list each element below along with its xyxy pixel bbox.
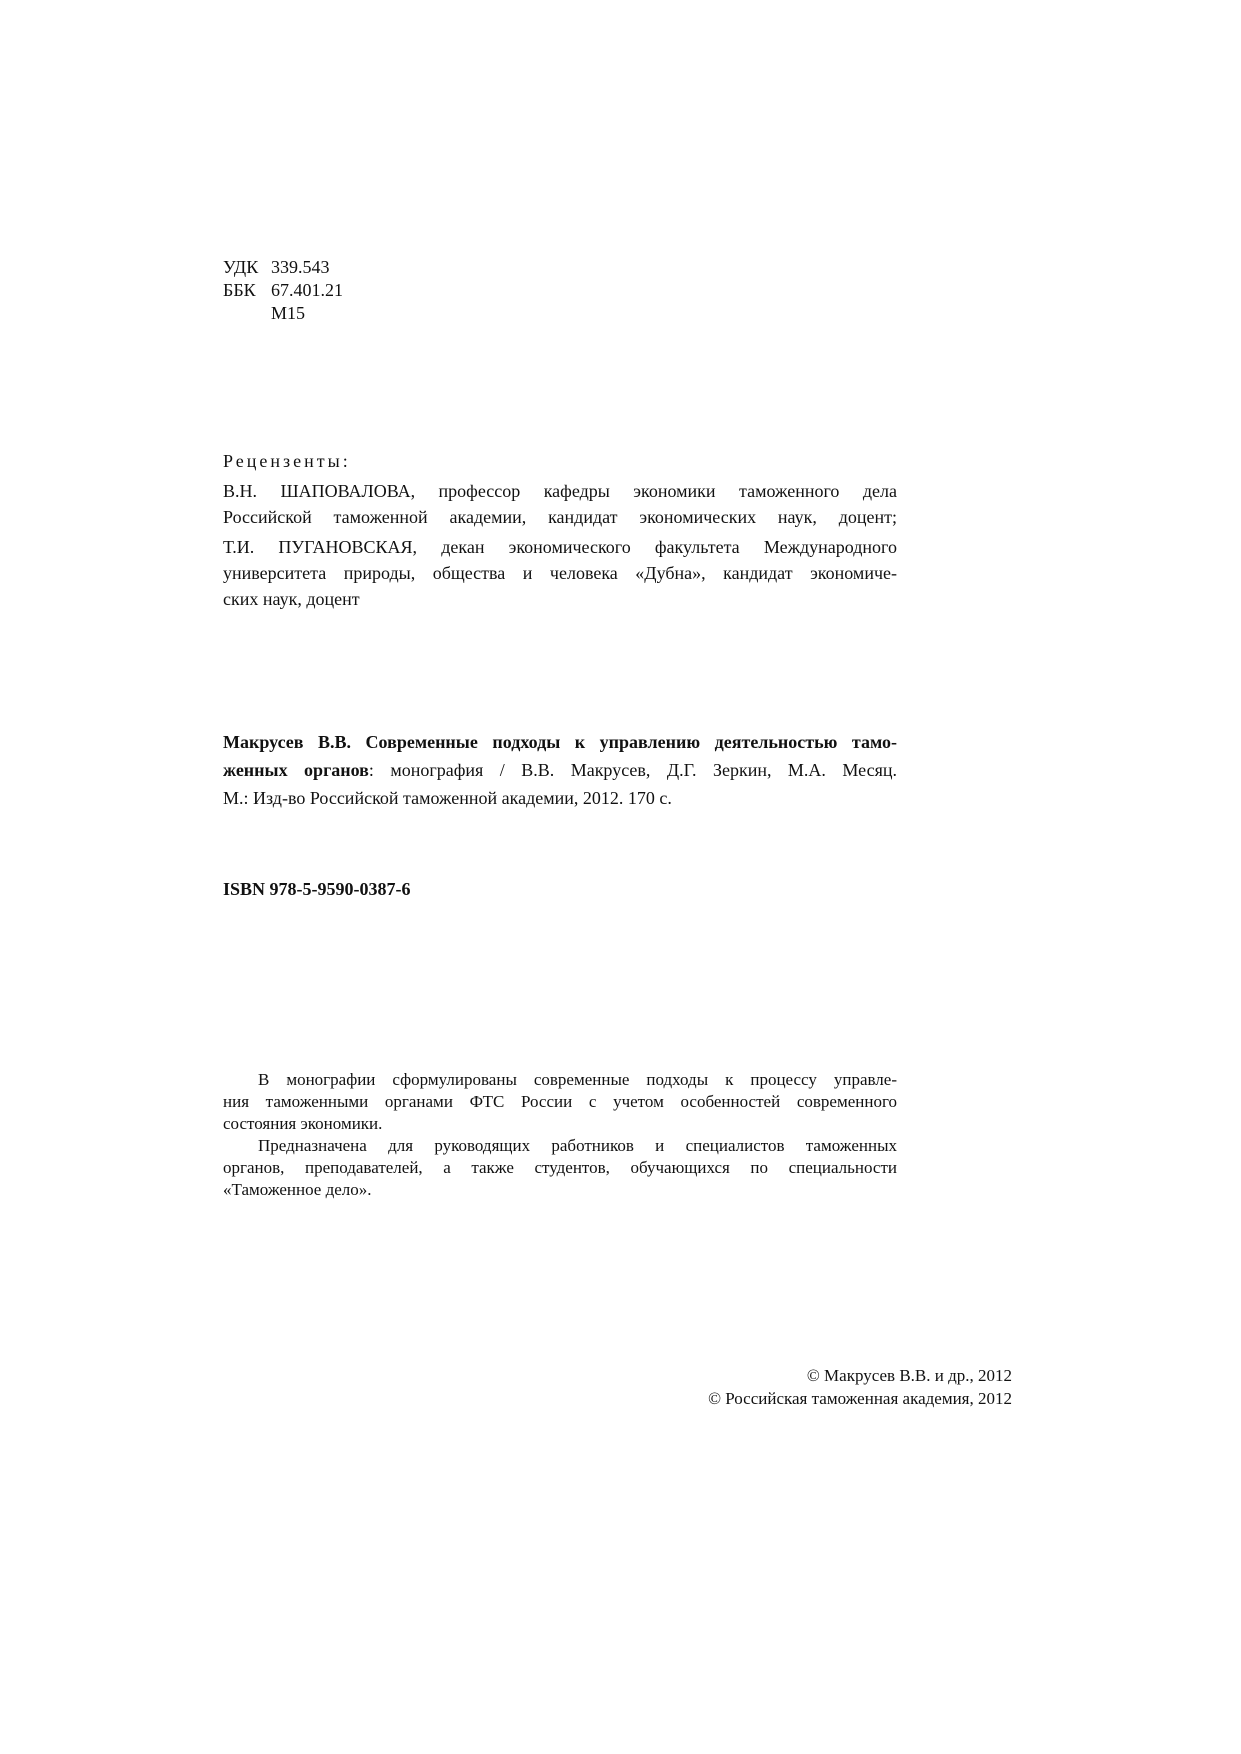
biblio-line-2 (223, 756, 897, 784)
udk-value: 339.543 (271, 257, 330, 277)
biblio-line-1 (223, 728, 897, 756)
bbk-row (223, 279, 343, 302)
biblio-title-part-1: Макрусев В.В. Современные подходы к управлению деятельностью тамо- (223, 732, 897, 752)
biblio-authors: : монография / В.В. Макрусев, Д.Г. Зеркин, М.А. Месяц. (368, 760, 897, 780)
annotation-p1-line-3: состояния экономики. (223, 1114, 383, 1133)
annotation (223, 1069, 897, 1201)
annotation-p2-line-1: Предназначена для руководящих работников и специалистов таможенных (258, 1136, 897, 1155)
udk-row (223, 256, 343, 279)
annotation-p1-line-2: ния таможенными органами ФТС России с учетом особенностей современного (223, 1092, 897, 1111)
reviewer-first-line-1: В.Н. ШАПОВАЛОВА, профессор кафедры экономики таможенного дела (223, 481, 897, 501)
bbk-label: ББК (223, 280, 256, 300)
biblio-publisher: М.: Изд-во Российской таможенной академии, 2012. 170 с. (223, 788, 672, 808)
isbn: ISBN 978-5-9590-0387-6 (223, 879, 411, 899)
author-mark: М15 (271, 303, 306, 323)
annotation-p2-line-3: «Таможенное дело». (223, 1180, 372, 1199)
bibliographic-record (223, 728, 897, 812)
copyright-academy: © Российская таможенная академия, 2012 (708, 1389, 1012, 1408)
udk-label: УДК (223, 257, 259, 277)
author-mark-row (223, 302, 343, 325)
copyright-authors: © Макрусев В.В. и др., 2012 (806, 1366, 1012, 1385)
copyright (560, 1364, 1012, 1410)
reviewer-second (223, 534, 897, 612)
reviewer-second-line-3: ских наук, доцент (223, 589, 360, 609)
reviewer-second-line-2: университета природы, общества и человека «Дубна», кандидат экономиче- (223, 563, 897, 583)
annotation-p2-line-2: органов, преподавателей, а также студентов, обучающихся по специальности (223, 1158, 897, 1177)
classification-codes (223, 256, 343, 325)
bbk-value: 67.401.21 (271, 280, 343, 300)
reviewer-second-line-1: Т.И. ПУГАНОВСКАЯ, декан экономического факультета Международного (223, 537, 897, 557)
reviewer-first-line-2: Российской таможенной академии, кандидат экономических наук, доцент; (223, 507, 897, 527)
biblio-title-part-2: женных органов (223, 760, 369, 780)
reviewers-heading: Рецензенты: (223, 451, 351, 471)
reviewer-first (223, 478, 897, 530)
reviewers-section (223, 448, 897, 616)
annotation-p1-line-1: В монографии сформулированы современные подходы к процессу управле- (258, 1070, 897, 1089)
